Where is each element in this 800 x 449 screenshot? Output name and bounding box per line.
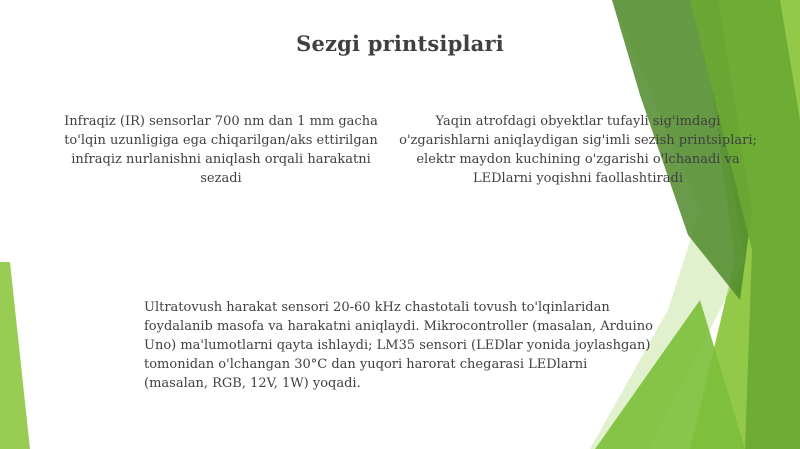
left-edge-sliver — [0, 262, 30, 449]
ir-sensor-paragraph: Infraqiz (IR) sensorlar 700 nm dan 1 mm gacha to'lqin uzunligiga ega chiqarilgan/aks ettirilgan infraqiz nurlanishni aniqlash orqali harakatni sezadi — [64, 114, 378, 186]
slide-title: Sezgi printsiplari — [296, 31, 504, 56]
capacitive-sensor-paragraph: Yaqin atrofdagi obyektlar tufayli sig'imdagi o'zgarishlarni aniqlaydigan sig'imli sezish printsiplari; elektr maydon kuchining o'zgarishi o'lchanadi va LEDlarni yoqishni faollashtiradi — [399, 114, 757, 186]
ultrasonic-sensor-paragraph: Ultratovush harakat sensori 20-60 kHz chastotali tovush to'lqinlaridan foydalanib masofa va harakatni aniqlaydi. Mikrocontroller (masalan, Arduino Uno) ma'lumotlarni qayta ishlaydi; LM35 sensori (LEDlar yonida joylashgan) tomonidan o'lchangan 30°C dan yuqori harorat chegarasi LEDlarni (masalan, RGB, 12V, 1W) yoqadi. — [144, 300, 653, 391]
